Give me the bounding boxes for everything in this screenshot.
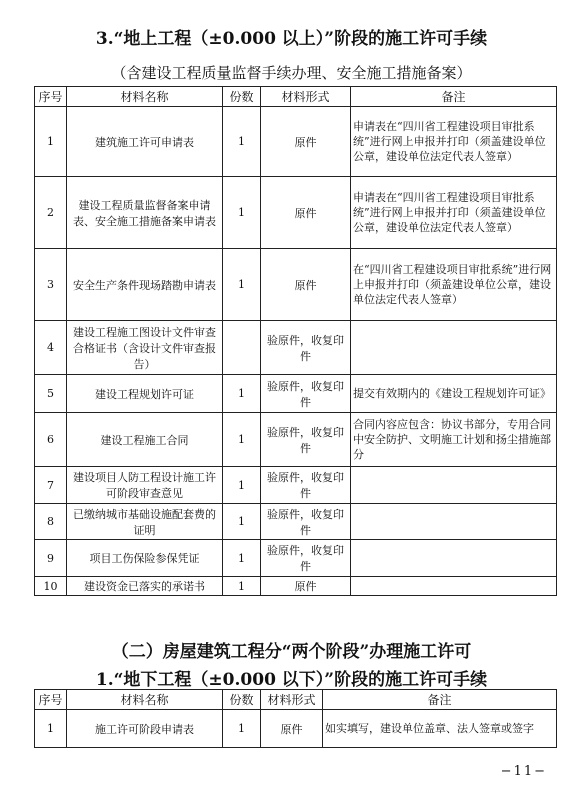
cell-name: 建设工程施工图设计文件审查合格证书（含设计文件审查报告） (67, 321, 223, 375)
table-row (35, 413, 557, 467)
page-number: −11− (500, 764, 547, 779)
cell-form: 验原件，收复印件 (261, 467, 351, 504)
cell-no: 10 (35, 577, 67, 596)
cell-note (351, 540, 557, 577)
column-header-note: 备注 (351, 87, 557, 107)
cell-no: 9 (35, 540, 67, 577)
section-heading-two-stage: （二）房屋建筑工程分“两个阶段”办理施工许可 (111, 642, 472, 662)
cell-name: 项目工伤保险参保凭证 (67, 540, 223, 577)
cell-count: 1 (223, 413, 261, 467)
cell-name: 建设资金已落实的承诺书 (67, 577, 223, 596)
table-row (35, 249, 557, 321)
cell-note: 如实填写，建设单位盖章、法人签章或签字 (323, 710, 557, 748)
cell-count: 1 (223, 177, 261, 249)
table-row (35, 177, 557, 249)
cell-count: 1 (223, 107, 261, 177)
cell-count: 1 (223, 710, 261, 748)
column-header-note: 备注 (323, 690, 557, 710)
cell-no: 5 (35, 375, 67, 413)
section-heading: 3.“地上工程（±0.000 以上）”阶段的施工许可手续 (95, 29, 488, 49)
cell-form: 验原件，收复印件 (261, 375, 351, 413)
table-row (35, 504, 557, 540)
section-heading-underground: 1.“地下工程（±0.000 以下）”阶段的施工许可手续 (95, 670, 488, 690)
cell-no: 4 (35, 321, 67, 375)
cell-form: 验原件，收复印件 (261, 504, 351, 540)
table-row (35, 375, 557, 413)
cell-count: 1 (223, 577, 261, 596)
cell-form: 验原件，收复印件 (261, 540, 351, 577)
materials-table-above-ground (34, 86, 557, 596)
cell-note: 提交有效期内的《建设工程规划许可证》 (351, 375, 557, 413)
cell-note: 申请表在“四川省工程建设项目审批系统”进行网上申报并打印（须盖建设单位公章，建设单位法定代表人签章） (351, 177, 557, 249)
materials-table-underground (34, 689, 557, 748)
cell-name: 建设工程规划许可证 (67, 375, 223, 413)
cell-note (351, 577, 557, 596)
cell-count: 1 (223, 467, 261, 504)
cell-form: 原件 (261, 177, 351, 249)
cell-name: 已缴纳城市基础设施配套费的证明 (67, 504, 223, 540)
column-header-form: 材料形式 (261, 87, 351, 107)
table-row (35, 467, 557, 504)
cell-note (351, 467, 557, 504)
cell-name: 建设工程施工合同 (67, 413, 223, 467)
table-row (35, 107, 557, 177)
cell-count: 1 (223, 504, 261, 540)
cell-count (223, 321, 261, 375)
column-header-name: 材料名称 (67, 690, 223, 710)
cell-form: 原件 (261, 107, 351, 177)
column-header-no: 序号 (35, 690, 67, 710)
section-subheading: （含建设工程质量监督手续办理、安全施工措施备案） (111, 64, 472, 82)
cell-no: 6 (35, 413, 67, 467)
cell-note (351, 321, 557, 375)
column-header-name: 材料名称 (67, 87, 223, 107)
cell-form: 原件 (261, 577, 351, 596)
cell-count: 1 (223, 375, 261, 413)
cell-note: 在“四川省工程建设项目审批系统”进行网上申报并打印（须盖建设单位公章，建设单位法定代表人签章） (351, 249, 557, 321)
cell-note (351, 504, 557, 540)
column-header-count: 份数 (223, 690, 261, 710)
cell-form: 验原件，收复印件 (261, 321, 351, 375)
cell-no: 7 (35, 467, 67, 504)
cell-form: 原件 (261, 249, 351, 321)
column-header-count: 份数 (223, 87, 261, 107)
cell-form: 原件 (261, 710, 323, 748)
cell-name: 建设项目人防工程设计施工许可阶段审查意见 (67, 467, 223, 504)
cell-name: 安全生产条件现场踏勘申请表 (67, 249, 223, 321)
cell-note: 合同内容应包含：协议书部分，专用合同中安全防护、文明施工计划和扬尘措施部分 (351, 413, 557, 467)
column-header-form: 材料形式 (261, 690, 323, 710)
cell-no: 1 (35, 107, 67, 177)
cell-name: 建设工程质量监督备案申请表、安全施工措施备案申请表 (67, 177, 223, 249)
table-row (35, 540, 557, 577)
cell-no: 8 (35, 504, 67, 540)
cell-note: 申请表在“四川省工程建设项目审批系统”进行网上申报并打印（须盖建设单位公章，建设单位法定代表人签章） (351, 107, 557, 177)
table-row (35, 577, 557, 596)
table-row (35, 710, 557, 748)
table-row (35, 321, 557, 375)
cell-no: 1 (35, 710, 67, 748)
cell-form: 验原件，收复印件 (261, 413, 351, 467)
cell-name: 建筑施工许可申请表 (67, 107, 223, 177)
cell-no: 3 (35, 249, 67, 321)
column-header-no: 序号 (35, 87, 67, 107)
cell-count: 1 (223, 249, 261, 321)
cell-count: 1 (223, 540, 261, 577)
cell-name: 施工许可阶段申请表 (67, 710, 223, 748)
cell-no: 2 (35, 177, 67, 249)
